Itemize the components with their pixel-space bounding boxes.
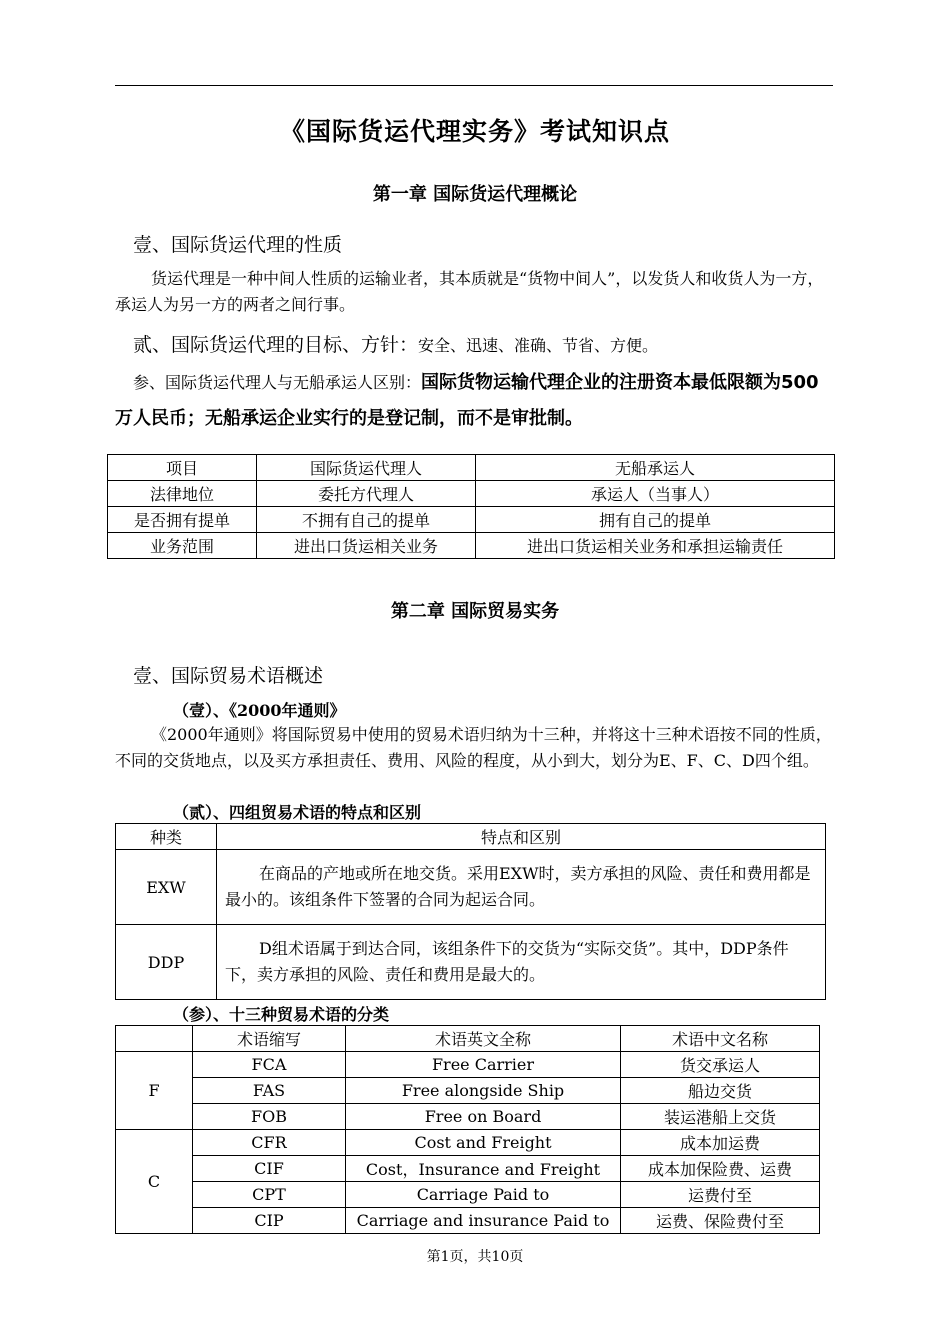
table-row	[116, 1156, 820, 1182]
table-cell: 货交承运人	[621, 1052, 820, 1078]
table-cell: 承运人（当事人）	[476, 481, 835, 507]
table-cell: CIF	[193, 1156, 346, 1182]
page-footer: 第1页，共10页	[426, 1249, 524, 1265]
table-header-cell: 术语中文名称	[621, 1026, 820, 1052]
table-cell: 是否拥有提单	[108, 507, 257, 533]
table-header-row	[108, 455, 835, 481]
table-cell: EXW	[116, 850, 217, 925]
table-cell: Free Carrier	[346, 1052, 621, 1078]
table-cell: 成本加保险费、运费	[621, 1156, 820, 1182]
table-cell: Free on Board	[346, 1104, 621, 1130]
table-row	[116, 1052, 820, 1078]
table-header-cell	[116, 1026, 193, 1052]
table-row	[116, 1130, 820, 1156]
table-cell: 拥有自己的提单	[476, 507, 835, 533]
ch2-sub3-heading: （参）、十三种贸易术语的分类	[173, 1005, 390, 1024]
ch1-section2	[133, 330, 833, 357]
table-cell: Carriage Paid to	[346, 1182, 621, 1208]
table-cell: Carriage and insurance Paid to	[346, 1208, 621, 1234]
table-row	[116, 1104, 820, 1130]
table-cell: Cost and Freight	[346, 1130, 621, 1156]
table-header-row	[116, 1026, 820, 1052]
agent-vs-nvocc-table	[107, 454, 835, 559]
ch1-section1-heading: 壹、国际货运代理的性质	[133, 234, 343, 256]
chapter2-heading: 第二章 国际贸易实务	[390, 601, 560, 622]
table-cell: 装运港船上交货	[621, 1104, 820, 1130]
group-cell: C	[116, 1130, 193, 1234]
table-header-cell: 特点和区别	[217, 824, 826, 850]
group-cell: F	[116, 1052, 193, 1130]
table-cell: Free alongside Ship	[346, 1078, 621, 1104]
table-cell: 在商品的产地或所在地交货。采用EXW时，卖方承担的风险、责任和费用都是最小的。该组条件下签署的合同为起运合同。	[217, 850, 826, 925]
table-row	[116, 1078, 820, 1104]
table-cell: 船边交货	[621, 1078, 820, 1104]
table-row	[116, 1182, 820, 1208]
table-row	[108, 507, 835, 533]
table-cell: 不拥有自己的提单	[257, 507, 476, 533]
thirteen-terms-table	[115, 1025, 820, 1234]
ch1-section2-heading: 贰、国际货运代理的目标、方针：	[133, 334, 419, 356]
chapter1-heading: 第一章 国际货运代理概论	[372, 184, 578, 205]
table-cell: 进出口货运相关业务	[257, 533, 476, 559]
table-cell: DDP	[116, 925, 217, 1000]
table-cell: FOB	[193, 1104, 346, 1130]
table-cell: 运费、保险费付至	[621, 1208, 820, 1234]
ch1-section1-text: 货运代理是一种中间人性质的运输业者，其本质就是“货物中间人”，以发货人和收货人为一方，承运人为另一方的两者之间行事。	[115, 269, 824, 314]
ch2-sub2-heading: （贰）、四组贸易术语的特点和区别	[173, 803, 422, 822]
table-row	[108, 533, 835, 559]
term-groups-table	[115, 823, 826, 1000]
ch2-sub1-text: 《2000年通则》将国际贸易中使用的贸易术语归纳为十三种，并将这十三种术语按不同的性质，不同的交货地点，以及买方承担责任、费用、风险的程度，从小到大，划分为E、F、C、D四个组。	[115, 725, 832, 770]
ch1-section2-text: 安全、迅速、准确、节省、方便。	[418, 336, 659, 355]
header-rule	[115, 85, 833, 86]
page-title: 《国际货运代理实务》考试知识点	[279, 117, 670, 146]
ch2-section1-heading: 壹、国际贸易术语概述	[133, 665, 324, 687]
table-cell: 业务范围	[108, 533, 257, 559]
table-cell: Cost，Insurance and Freight	[346, 1156, 621, 1182]
table-header-cell: 项目	[108, 455, 257, 481]
table-cell: 法律地位	[108, 481, 257, 507]
table-header-cell: 种类	[116, 824, 217, 850]
table-cell: FCA	[193, 1052, 346, 1078]
table-cell: FAS	[193, 1078, 346, 1104]
table-cell: CPT	[193, 1182, 346, 1208]
table-cell: 进出口货运相关业务和承担运输责任	[476, 533, 835, 559]
table-header-cell: 术语英文全称	[346, 1026, 621, 1052]
table-cell: CFR	[193, 1130, 346, 1156]
ch1-section3-bold: 国际货物运输代理企业的注册资本最低限额为500万人民币；无船承运企业实行的是登记制，而不是审批制。	[115, 372, 819, 429]
table-row	[116, 1208, 820, 1234]
table-header-cell: 术语缩写	[193, 1026, 346, 1052]
ch2-sub1-heading: （壹）、《2000年通则》	[173, 701, 346, 720]
table-row	[116, 850, 826, 925]
table-cell: 成本加运费	[621, 1130, 820, 1156]
table-row	[116, 925, 826, 1000]
table-cell: 运费付至	[621, 1182, 820, 1208]
table-cell: 委托方代理人	[257, 481, 476, 507]
table-cell: CIP	[193, 1208, 346, 1234]
table-header-cell: 无船承运人	[476, 455, 835, 481]
table-header-cell: 国际货运代理人	[257, 455, 476, 481]
table-row	[108, 481, 835, 507]
ch1-section3-lead: 参、国际货运代理人与无船承运人区别：	[133, 373, 422, 392]
ch1-section3	[115, 365, 835, 437]
table-header-row	[116, 824, 826, 850]
table-cell: D组术语属于到达合同，该组条件下的交货为“实际交货”。其中，DDP条件下，卖方承担的风险、责任和费用是最大的。	[217, 925, 826, 1000]
